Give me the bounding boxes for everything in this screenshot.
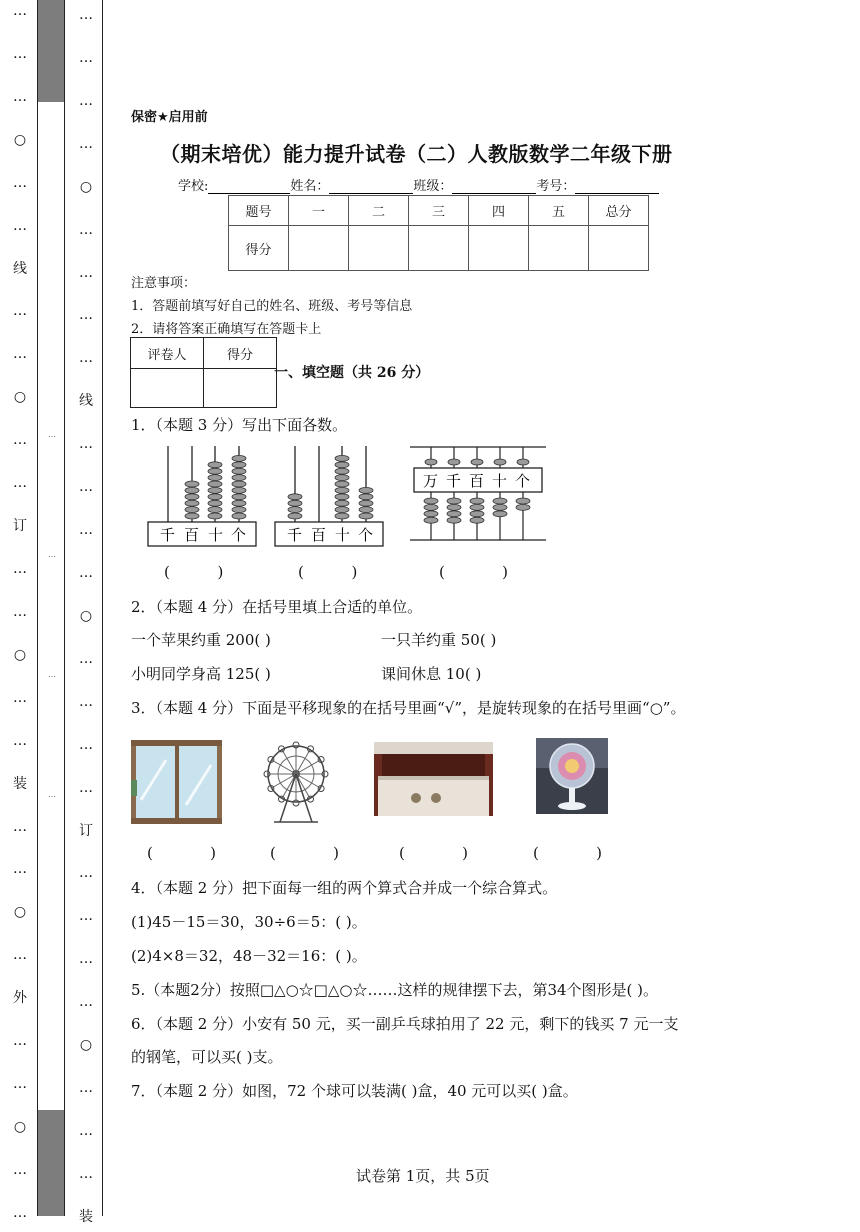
binding-mark: …: [13, 560, 27, 577]
abacus-2-image: [272, 440, 388, 552]
score-cell[interactable]: [469, 226, 529, 271]
binding-mark: …: [13, 217, 27, 234]
abacus-bead: [471, 459, 483, 465]
abacus-bead: [447, 498, 461, 504]
binding-mark: …: [79, 994, 93, 1011]
abacus-label: 十: [492, 472, 508, 490]
abacus-bead: [232, 455, 246, 461]
question-1: 1．（本题 3 分）写出下面各数。: [131, 416, 348, 434]
score-table-score-row: [229, 226, 649, 271]
binding-mark: …: [13, 303, 27, 320]
abacus-bead: [232, 494, 246, 500]
score-cell[interactable]: [529, 226, 589, 271]
binding-mark: 外: [13, 990, 27, 1007]
binding-mark: …: [79, 779, 93, 796]
binding-mark: 线: [13, 260, 27, 277]
abacus-bead: [517, 459, 529, 465]
abacus-bead: [359, 500, 373, 506]
binding-mark: …: [79, 479, 93, 496]
abacus-bead: [516, 504, 530, 510]
binding-mark: ○: [13, 389, 27, 406]
score-row-label: 得分: [229, 226, 289, 271]
abacus-bead: [335, 494, 349, 500]
binding-mark: …: [13, 947, 27, 964]
score-header-cell: 一: [289, 196, 349, 226]
abacus-label: 十: [208, 526, 224, 544]
outer-binding-marks: [8, 0, 32, 1224]
abacus-bead: [335, 455, 349, 461]
binding-mark: ○: [79, 178, 93, 195]
name-field[interactable]: [329, 179, 413, 194]
abacus-label: 千: [446, 472, 462, 490]
abacus-bead: [185, 494, 199, 500]
abacus-label: 百: [311, 526, 327, 544]
outer-binding-margin: [0, 0, 38, 1221]
score-header-cell: 五: [529, 196, 589, 226]
binding-mark: …: [13, 88, 27, 105]
grader-cell[interactable]: [131, 369, 204, 408]
abacus-bead: [470, 517, 484, 523]
abacus-bead: [232, 468, 246, 474]
binding-mark: …: [13, 861, 27, 878]
student-info-line: [178, 175, 659, 194]
answer-paren[interactable]: ( ): [533, 844, 602, 862]
answer-paren[interactable]: ( ): [164, 563, 224, 581]
binding-hint-mark: …: [48, 790, 56, 799]
answer-paren[interactable]: ( ): [270, 844, 339, 862]
abacus-1-image: [145, 440, 261, 552]
abacus-label: 百: [469, 472, 485, 490]
abacus-bead: [447, 511, 461, 517]
ferris-wheel-image: [262, 738, 330, 826]
binding-mark: …: [13, 346, 27, 363]
abacus-bead: [424, 511, 438, 517]
grader-score-label: 得分: [204, 338, 277, 369]
abacus-bead: [470, 498, 484, 504]
notes-title: 注意事项：: [131, 276, 197, 291]
abacus-bead: [232, 513, 246, 519]
abacus-label: 万: [423, 472, 439, 490]
question-5: 5.（本题2分）按照□△○☆□△○☆……这样的规律摆下去，第34个图形是( )。: [131, 981, 659, 999]
score-header-cell: 三: [409, 196, 469, 226]
score-table-header-row: [229, 196, 649, 226]
abacus-bead: [208, 487, 222, 493]
abacus-bead: [448, 459, 460, 465]
binding-mark: …: [79, 564, 93, 581]
notes-item: 2．请将答案正确填写在答题卡上: [131, 322, 322, 337]
binding-mark: ○: [79, 607, 93, 624]
window-image: [131, 740, 222, 824]
binding-mark: …: [79, 49, 93, 66]
class-field[interactable]: [452, 179, 536, 194]
fan-image: [536, 738, 608, 814]
abacus-bead: [208, 481, 222, 487]
class-label: 班级：: [413, 179, 453, 194]
score-table: [228, 195, 649, 271]
binding-mark: …: [79, 221, 93, 238]
binding-mark: …: [79, 264, 93, 281]
exam-no-field[interactable]: [575, 179, 659, 194]
score-cell[interactable]: [409, 226, 469, 271]
abacus-bead: [493, 511, 507, 517]
grader-table: [130, 337, 277, 408]
question-4: 4．（本题 2 分）把下面每一组的两个算式合并成一个综合算式。: [131, 879, 558, 897]
score-header-cell: 四: [469, 196, 529, 226]
question-4-item: (1)45－15＝30，30÷6＝5：( )。: [131, 913, 367, 931]
abacus-bead: [493, 504, 507, 510]
abacus-bead: [335, 513, 349, 519]
binding-mark: …: [13, 432, 27, 449]
abacus-bead: [288, 500, 302, 506]
abacus-bead: [335, 481, 349, 487]
binding-mark: …: [13, 603, 27, 620]
binding-mark: 装: [79, 1208, 93, 1225]
question-7: 7．（本题 2 分）如图，72 个球可以装满( )盒，40 元可以买( )盒。: [131, 1082, 578, 1100]
binding-hint-mark: …: [48, 430, 56, 439]
score-header-cell: 总分: [589, 196, 649, 226]
abacus-bead: [185, 487, 199, 493]
notes-item: 1．答题前填写好自己的姓名、班级、考号等信息: [131, 299, 413, 314]
abacus-bead: [493, 498, 507, 504]
abacus-bead: [470, 504, 484, 510]
binding-mark: …: [13, 3, 27, 19]
binding-mark: 订: [13, 518, 27, 535]
abacus-bead: [494, 459, 506, 465]
inner-binding-marks: [74, 0, 98, 1232]
binding-mark: …: [79, 135, 93, 152]
abacus-bead: [288, 507, 302, 513]
abacus-bead: [359, 513, 373, 519]
binding-line-3: [102, 0, 103, 1216]
abacus-label: 个: [231, 526, 247, 544]
binding-mark: …: [13, 732, 27, 749]
abacus-bead: [335, 500, 349, 506]
abacus-bead: [185, 507, 199, 513]
question-2-item: 一只羊约重 50( ): [381, 631, 497, 649]
answer-paren[interactable]: ( ): [399, 844, 468, 862]
exam-title: （期末培优）能力提升试卷（二）人教版数学二年级下册: [160, 142, 673, 166]
binding-mark: …: [13, 1033, 27, 1050]
question-6: 6．（本题 2 分）小安有 50 元，买一副乒乓球拍用了 22 元，剩下的钱买 7 元一支: [131, 1015, 679, 1033]
binding-mark: …: [79, 92, 93, 109]
answer-paren[interactable]: ( ): [439, 563, 508, 581]
binding-mark: …: [79, 908, 93, 925]
abacus-bead: [232, 487, 246, 493]
binding-mark: …: [79, 1122, 93, 1139]
score-cell[interactable]: [589, 226, 649, 271]
drawer-image: [374, 742, 493, 816]
abacus-bead: [232, 500, 246, 506]
abacus-bead: [359, 507, 373, 513]
binding-mark: ○: [13, 904, 27, 921]
score-cell[interactable]: [289, 226, 349, 271]
question-3: 3．（本题 4 分）下面是平移现象的在括号里画“√”，是旋转现象的在括号里画“○”。: [131, 699, 686, 717]
abacus-label: 千: [287, 526, 303, 544]
binding-mark: …: [13, 475, 27, 492]
binding-mark: …: [13, 818, 27, 835]
exam-no-label: 考号：: [536, 179, 576, 194]
question-2-item: 一个苹果约重 200( ): [131, 631, 271, 649]
abacus-3-image: [408, 444, 548, 544]
abacus-bead: [359, 494, 373, 500]
notes-block: [131, 272, 412, 341]
answer-paren[interactable]: ( ): [147, 844, 216, 862]
abacus-bead: [447, 517, 461, 523]
school-label: 学校:: [178, 179, 209, 194]
binding-mark: …: [79, 1080, 93, 1097]
abacus-label: 百: [184, 526, 200, 544]
abacus-label: 千: [160, 526, 176, 544]
binding-mark: …: [79, 865, 93, 882]
abacus-bead: [185, 500, 199, 506]
abacus-bead: [335, 468, 349, 474]
school-field[interactable]: [208, 179, 290, 194]
abacus-bead: [516, 498, 530, 504]
binding-mark: …: [13, 45, 27, 62]
binding-mark: 订: [79, 822, 93, 839]
binding-mark: …: [79, 436, 93, 453]
abacus-bead: [424, 498, 438, 504]
binding-mark: …: [13, 1076, 27, 1093]
binding-line-2: [64, 0, 65, 1216]
binding-mark: …: [79, 693, 93, 710]
abacus-bead: [424, 504, 438, 510]
abacus-bead: [335, 487, 349, 493]
binding-mark: ○: [13, 1118, 27, 1135]
abacus-bead: [208, 468, 222, 474]
binding-hint: [48, 430, 56, 910]
binding-mark: …: [79, 951, 93, 968]
abacus-bead: [425, 459, 437, 465]
binding-mark: …: [79, 1165, 93, 1182]
binding-mark: …: [13, 1204, 27, 1221]
abacus-bead: [335, 475, 349, 481]
score-cell[interactable]: [349, 226, 409, 271]
binding-mark: …: [79, 522, 93, 539]
question-2-item: 课间休息 10( ): [381, 665, 482, 683]
binding-mark: …: [13, 174, 27, 191]
binding-mark: ○: [13, 131, 27, 148]
abacus-bead: [208, 513, 222, 519]
grader-label: 评卷人: [131, 338, 204, 369]
binding-mark: 装: [13, 775, 27, 792]
binding-mark: ○: [13, 646, 27, 663]
section-heading: 一、填空题（共 26 分）: [274, 365, 430, 381]
binding-hint-mark: …: [48, 550, 56, 559]
abacus-label: 个: [358, 526, 374, 544]
question-2: 2．（本题 4 分）在括号里填上合适的单位。: [131, 598, 423, 616]
abacus-bead: [335, 462, 349, 468]
question-4-item: (2)4×8＝32，48－32＝16：( )。: [131, 947, 367, 965]
page-footer: 试卷第 1页，共 5页: [356, 1167, 490, 1185]
abacus-bead: [208, 475, 222, 481]
score-header-cell: 二: [349, 196, 409, 226]
gray-binding-band: [38, 0, 64, 1216]
binding-mark: 线: [79, 393, 93, 410]
abacus-label: 个: [515, 472, 531, 490]
abacus-bead: [208, 507, 222, 513]
abacus-bead: [232, 475, 246, 481]
name-label: 姓名：: [290, 179, 330, 194]
abacus-bead: [335, 507, 349, 513]
abacus-bead: [232, 462, 246, 468]
abacus-bead: [208, 494, 222, 500]
abacus-bead: [185, 481, 199, 487]
abacus-bead: [359, 487, 373, 493]
score-header-cell: 题号: [229, 196, 289, 226]
abacus-bead: [288, 513, 302, 519]
grader-score-cell[interactable]: [204, 369, 277, 408]
binding-mark: …: [79, 650, 93, 667]
abacus-bead: [470, 511, 484, 517]
abacus-label: 十: [335, 526, 351, 544]
abacus-bead: [288, 494, 302, 500]
question-2-item: 小明同学身高 125( ): [131, 665, 271, 683]
abacus-bead: [424, 517, 438, 523]
answer-paren[interactable]: ( ): [298, 563, 358, 581]
abacus-bead: [208, 462, 222, 468]
binding-mark: …: [79, 350, 93, 367]
binding-mark: …: [79, 307, 93, 324]
binding-mark: …: [13, 689, 27, 706]
abacus-bead: [208, 500, 222, 506]
binding-mark: …: [79, 736, 93, 753]
binding-mark: …: [13, 1161, 27, 1178]
binding-mark: ○: [79, 1037, 93, 1054]
confidential-label: 保密★启用前: [131, 110, 208, 125]
question-6-continued: 的钢笔，可以买( )支。: [131, 1048, 283, 1066]
binding-mark: …: [79, 7, 93, 23]
abacus-bead: [232, 481, 246, 487]
abacus-bead: [447, 504, 461, 510]
abacus-bead: [185, 513, 199, 519]
binding-hint-mark: …: [48, 670, 56, 679]
abacus-bead: [232, 507, 246, 513]
